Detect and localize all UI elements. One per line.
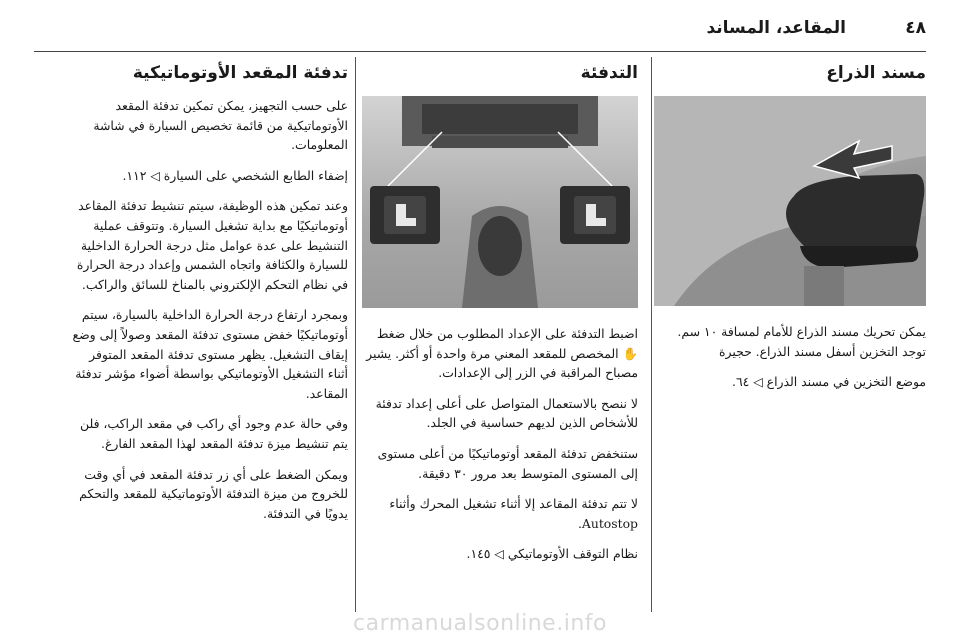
heating-paragraph: لا ننصح بالاستعمال المتواصل على أعلى إعداد تدفئة للأشخاص الذين لديهم حساسية في الجلد. <box>375 395 638 431</box>
section-title: المقاعد، المساند <box>706 18 846 38</box>
watermark: carmanualsonline.info <box>353 611 607 636</box>
auto-heating-paragraph: على حسب التجهيز، يمكن تمكين تدفئة المقعد الأوتوماتيكية من قائمة تخصيص السيارة في شاشة المعلومات. <box>93 98 348 153</box>
auto-heating-paragraph: وفي حالة عدم وجود أي راكب في مقعد الراكب، فلن يتم تنشيط ميزة تدفئة المقعد لهذا المقعد الفارغ. <box>80 416 348 451</box>
autostop-reference[interactable]: نظام التوقف الأوتوماتيكي ◁ ١٤٥. <box>466 546 638 562</box>
heating-paragraph: اضبط التدفئة على الإعداد المطلوب من خلال ضغط ✋ المخصص للمقعد المعني مرة واحدة أو أكثر. يشير مصباح المراقبة في الزر إلى الإعدادات. <box>366 326 638 381</box>
armrest-paragraph: يمكن تحريك مسند الذراع للأمام لمسافة ١٠ سم. توجد التخزين أسفل مسند الذراع. حجيرة <box>677 324 926 359</box>
seat-heating-buttons-icon <box>362 96 638 308</box>
heating-paragraph: لا تتم تدفئة المقاعد إلا أثناء تشغيل المحرك وأثناء Autostop. <box>389 496 638 531</box>
heating-column <box>362 62 638 575</box>
column-divider <box>355 57 356 612</box>
armrest-heading: مسند الذراع <box>826 63 926 83</box>
armrest-open-arrow-icon <box>654 96 926 306</box>
column-divider <box>651 57 652 612</box>
heating-heading: التدفئة <box>580 63 638 83</box>
auto-heating-paragraph: وعند تمكين هذه الوظيفة، سيتم تنشيط تدفئة المقاعد أوتوماتيكيًا مع بداية تشغيل السيارة. وتتوقف عملية التنشيط على عدة عوامل مثل درجة الحرارة الداخلية للسيارة والكثافة واتجاه الشمس وإعداد درجة الحرارة في نظام التحكم الإلكتروني بالمناخ للسائق والراكب. <box>76 198 348 292</box>
personalisation-reference[interactable]: إضفاء الطابع الشخصي على السيارة ◁ ١١٢. <box>122 167 348 183</box>
armrest-figure <box>654 96 926 306</box>
page-header <box>34 18 926 44</box>
header-rule <box>34 51 926 52</box>
auto-heating-paragraph: ويمكن الضغط على أي زر تدفئة المقعد في أي وقت للخروج من ميزة التدفئة الأوتوماتيكية للمقعد والتحكم يدويًا في التدفئة. <box>79 466 348 521</box>
page-number: ٤٨ <box>905 18 926 38</box>
auto-heating-column <box>66 62 348 534</box>
armrest-column <box>654 62 926 403</box>
auto-heating-paragraph: وبمجرد ارتفاع درجة الحرارة الداخلية بالسيارة، سيتم أوتوماتيكيًا خفض مستوى تدفئة المقعد وصولاً إلى وضع إيقاف التشغيل. يظهر مستوى تدفئة المقعد المتوفر أثناء التشغيل الأوتوماتيكي بواسطة أضواء مؤشر تدفئة المقاعد. <box>72 307 348 401</box>
auto-heating-heading: تدفئة المقعد الأوتوماتيكية <box>132 63 348 83</box>
armrest-storage-reference[interactable]: موضع التخزين في مسند الذراع ◁ ٦٤. <box>732 374 926 390</box>
heating-paragraph: ستنخفض تدفئة المقعد أوتوماتيكيًا من أعلى مستوى إلى المستوى المتوسط بعد مرور ٣٠ دقيقة. <box>377 445 638 481</box>
seat-heating-figure <box>362 96 638 308</box>
